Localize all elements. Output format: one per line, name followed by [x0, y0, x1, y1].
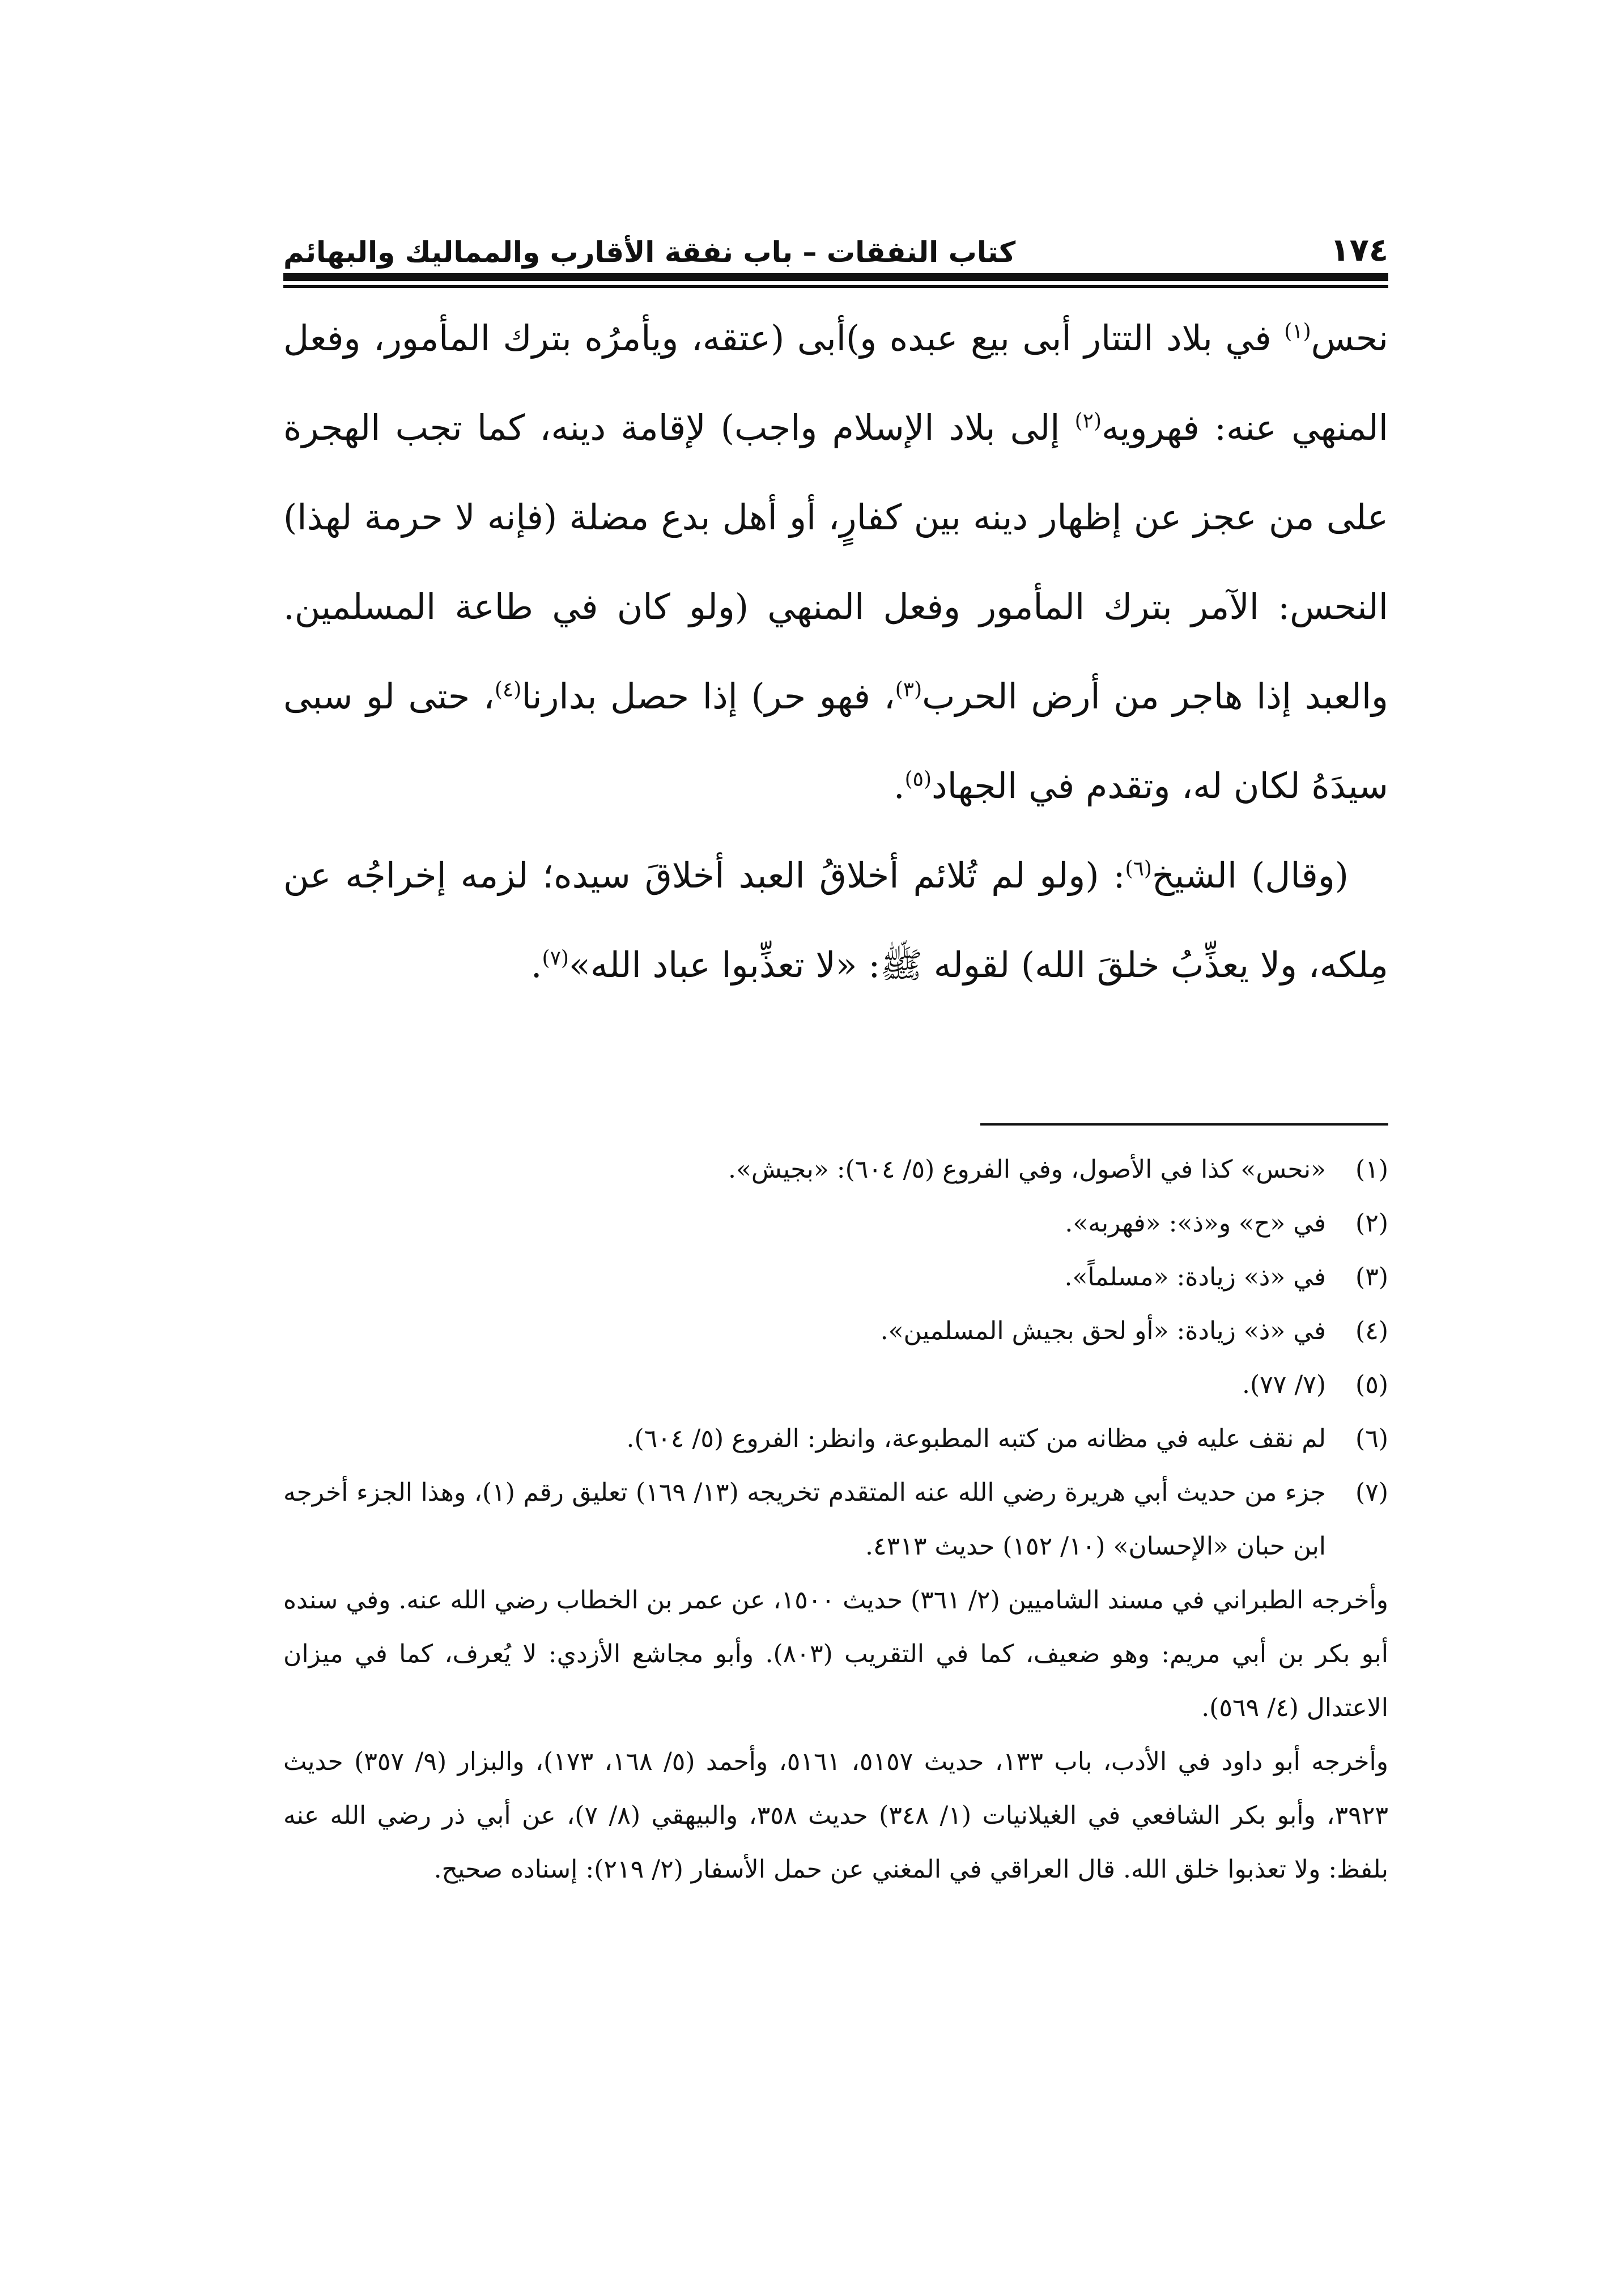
footnote-continuation: وأخرجه الطبراني في مسند الشاميين (٢/ ٣٦١) حديث ١٥٠٠، عن عمر بن الخطاب رضي الله عنه. وفي سنده أبو بكر بن أبي مريم: وهو ضعيف، كما في التقريب (٨٠٣). وأبو مجاشع الأزدي: لا يُعرف، كما في ميزان الاعتدال (٤/ ٥٦٩). [283, 1586, 1388, 1722]
main-paragraph-2 [283, 831, 1388, 1010]
running-header [283, 204, 1388, 270]
footnote-text: (٧/ ٧٧). [1242, 1370, 1326, 1399]
page-number: ١٧٤ [1330, 232, 1388, 269]
footnote-number: (٧) [1355, 1478, 1388, 1507]
book-page [283, 204, 1388, 1896]
footnote-text: لم نقف عليه في مظانه من كتبه المطبوعة، وانظر: الفروع (٥/ ٦٠٤). [626, 1424, 1326, 1453]
text-run: نحس [1311, 317, 1388, 359]
footnote-number: (٣) [1355, 1263, 1388, 1292]
text-run: في بلاد التتار أبى بيع عبده و)أبى (عتقه، ويأمرُه بترك المأمور، وفعل المنهي عنه: فهرويه [283, 317, 1388, 448]
text-run: . [530, 944, 542, 986]
header-rule-thin [283, 285, 1388, 288]
footnote-text: في «ذ» زيادة: «مسلماً». [1064, 1263, 1326, 1292]
footnote-text: «نحس» كذا في الأصول، وفي الفروع (٥/ ٦٠٤): «بجيش». [728, 1155, 1326, 1184]
text-run: إلى بلاد الإسلام واجب) لإقامة دينه، كما تجب الهجرة على من عجز عن إظهار دينه بين كفارٍ، أو أهل بدع مضلة (فإنه لا حرمة لهذا) النحس: الآمر بترك المأمور وفعل المنهي (ولو كان في طاعة المسلمين. والعبد إذا هاجر من أرض الحرب [283, 407, 1388, 717]
footnote-ref-5[interactable]: (٥) [904, 767, 932, 791]
footnote-item [283, 1412, 1388, 1466]
footnote-ref-7[interactable]: (٧) [542, 946, 569, 970]
footnote-number: (٤) [1355, 1317, 1388, 1345]
footnote-item [283, 1304, 1388, 1358]
footnote-ref-2[interactable]: (٢) [1074, 409, 1102, 433]
footnote-item [283, 1358, 1388, 1412]
footnote-continuation: وأخرجه أبو داود في الأدب، باب ١٣٣، حديث ٥١٥٧، ٥١٦١، وأحمد (٥/ ١٦٨، ١٧٣)، والبزار (٩/ ٣٥٧) حديث ٣٩٢٣، وأبو بكر الشافعي في الغيلانيات (١/ ٣٤٨) حديث ٣٥٨، والبيهقي (٨/ ٧)، عن أبي ذر رضي الله عنه بلفظ: ولا تعذبوا خلق الله. قال العراقي في المغني عن حمل الأسفار (٢/ ٢١٩): إسناده صحيح. [283, 1747, 1389, 1884]
footnote-text: في «ح» و«ذ»: «فهربه». [1065, 1209, 1326, 1238]
footnote-number: (٥) [1355, 1370, 1388, 1399]
footnote-item [283, 1466, 1388, 1573]
header-rule-thick [283, 273, 1388, 281]
running-title: كتاب النفقات – باب نفقة الأقارب والمماليك والبهائم [283, 236, 1016, 269]
main-text [283, 294, 1388, 1010]
text-run: . [893, 765, 905, 806]
footnote-number: (٦) [1355, 1424, 1388, 1453]
text-run: (وقال) الشيخ [1151, 855, 1349, 896]
footnote-ref-1[interactable]: (١) [1284, 320, 1311, 343]
footnotes [283, 1143, 1388, 1896]
footnote-item [283, 1196, 1388, 1250]
main-paragraph-1 [283, 294, 1388, 831]
footnote-number: (١) [1355, 1155, 1388, 1184]
footnote-ref-3[interactable]: (٣) [895, 678, 922, 702]
text-run: : (ولو لم تُلائم أخلاقُ العبد أخلاقَ سيده؛ لزمه إخراجُه عن مِلكه، ولا يعذِّبُ خلقَ الله) لقوله ﷺ: «لا تعذِّبوا عباد الله» [283, 855, 1388, 986]
text-run: ، فهو حر) إذا حصل بدارنا [521, 676, 895, 717]
footnote-text: جزء من حديث أبي هريرة رضي الله عنه المتقدم تخريجه (١٣/ ١٦٩) تعليق رقم (١)، وهذا الجزء أخرجه ابن حبان «الإحسان» (١٠/ ١٥٢) حديث ٤٣١٣. [283, 1478, 1326, 1561]
footnote-separator [980, 1123, 1388, 1126]
footnote-text: في «ذ» زيادة: «أو لحق بجيش المسلمين». [880, 1317, 1326, 1345]
footnote-item [283, 1250, 1388, 1304]
footnote-ref-4[interactable]: (٤) [494, 678, 522, 702]
text-run: ، حتى لو سبى سيدَهُ لكان له، وتقدم في الجهاد [283, 676, 1388, 806]
footnote-ref-6[interactable]: (٦) [1125, 857, 1152, 881]
footnote-number: (٢) [1355, 1209, 1388, 1238]
footnote-item [283, 1143, 1388, 1196]
